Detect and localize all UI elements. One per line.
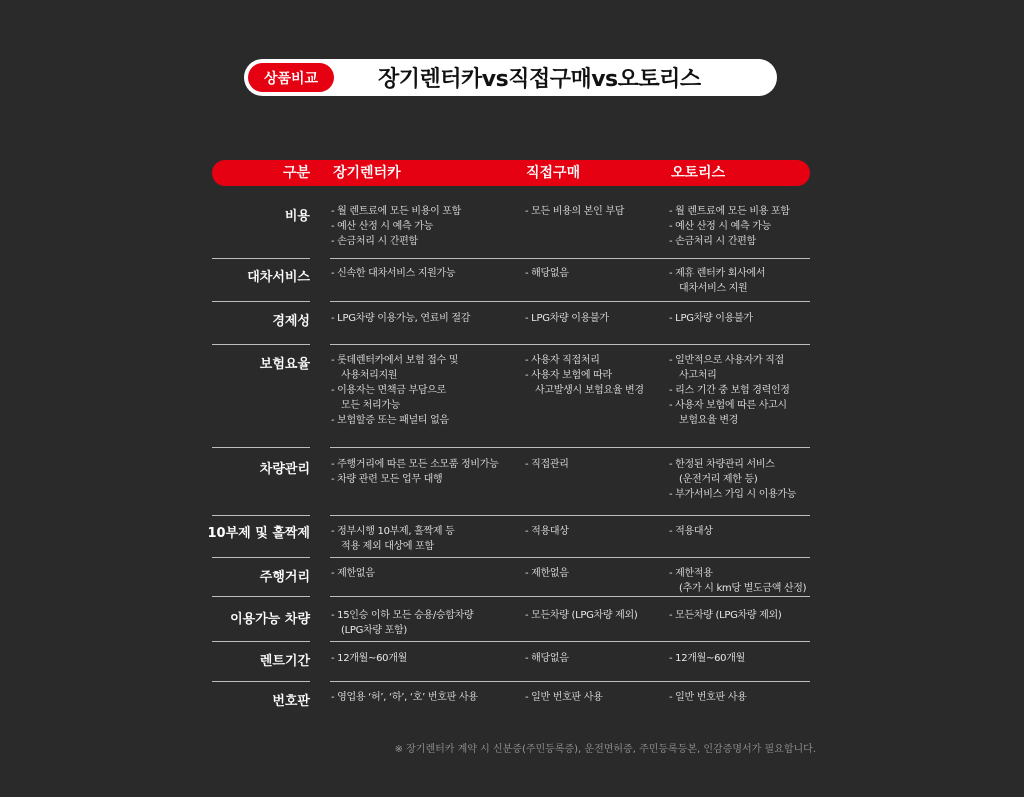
cell-line: - 모든차량 (LPG차량 제외) <box>669 610 782 621</box>
cell-line: - 12개월~60개월 <box>669 653 745 664</box>
row-label: 경제성 <box>272 314 310 329</box>
cell-line: 대차서비스 지원 <box>679 283 748 294</box>
cell-line: - 해당없음 <box>525 653 569 664</box>
cell-line: - 적용대상 <box>525 526 569 537</box>
cell-line: - 사용자 보험에 따라 <box>525 370 612 381</box>
row-label: 렌트기간 <box>259 654 310 669</box>
cell-purchase <box>525 311 609 326</box>
cell-line: - 제휴 렌터카 회사에서 <box>669 268 766 279</box>
cell-line: - 예산 산정 시 예측 가능 <box>669 221 771 232</box>
row-divider <box>330 641 810 642</box>
cell-purchase <box>525 566 569 581</box>
cell-line: - 모든차량 (LPG차량 제외) <box>525 610 638 621</box>
row-divider <box>212 681 310 682</box>
cell-rental <box>331 608 473 638</box>
header-col-rental: 장기렌터카 <box>333 165 401 181</box>
row-divider <box>330 447 810 448</box>
cell-purchase <box>525 651 569 666</box>
cell-line: - 일반 번호판 사용 <box>669 692 747 703</box>
row-divider <box>212 301 310 302</box>
cell-line: 모든 처리가능 <box>341 400 401 411</box>
cell-lease <box>669 524 713 539</box>
cell-line: - 제한없음 <box>525 568 569 579</box>
cell-lease <box>669 457 796 502</box>
header-col-purchase: 직접구매 <box>526 165 581 181</box>
cell-rental <box>331 651 407 666</box>
title-pill <box>244 59 777 96</box>
cell-lease <box>669 608 781 623</box>
header-col-lease: 오토리스 <box>671 165 726 181</box>
row-label: 보험요율 <box>259 357 310 372</box>
cell-lease <box>669 266 765 296</box>
cell-rental <box>331 690 478 705</box>
cell-line: - 롯데렌터카에서 보험 접수 및 <box>331 355 459 366</box>
cell-purchase <box>525 524 569 539</box>
cell-purchase <box>525 690 602 705</box>
cell-line: - 적용대상 <box>669 526 713 537</box>
cell-line: - LPG차량 이용가능, 연료비 절감 <box>331 313 471 324</box>
cell-line: - LPG차량 이용불가 <box>669 313 753 324</box>
row-label: 주행거리 <box>259 570 310 585</box>
footnote: ※ 장기렌터카 계약 시 신분증(주민등록증), 운전면허증, 주민등록등본, 인감증명서가 필요합니다. <box>394 744 816 755</box>
cell-line: - 월 렌트료에 모든 비용 포함 <box>669 206 790 217</box>
cell-purchase <box>525 204 624 219</box>
cell-purchase <box>525 457 569 472</box>
cell-rental <box>331 566 375 581</box>
table-header <box>212 160 810 186</box>
row-divider <box>212 557 310 558</box>
cell-line: - 제한적용 <box>669 568 713 579</box>
cell-line: - 일반 번호판 사용 <box>525 692 603 703</box>
row-divider <box>330 681 810 682</box>
row-divider <box>212 258 310 259</box>
row-divider <box>330 596 810 597</box>
row-label: 차량관리 <box>259 462 310 477</box>
cell-line: - 사용자 보험에 따른 사고시 <box>669 400 787 411</box>
cell-line: (LPG차량 포함) <box>341 625 407 636</box>
cell-lease <box>669 651 745 666</box>
row-divider <box>212 344 310 345</box>
cell-line: - 주행거리에 따른 모든 소모품 정비가능 <box>331 459 499 470</box>
cell-line: 사용처리지원 <box>341 370 398 381</box>
cell-rental <box>331 353 458 428</box>
row-label: 대차서비스 <box>247 270 310 285</box>
cell-line: - 모든 비용의 본인 부담 <box>525 206 625 217</box>
cell-line: - 영업용 ‘허’, ‘하’, ‘호’ 번호판 사용 <box>331 692 478 703</box>
cell-rental <box>331 311 470 326</box>
cell-line: - 한정된 차량관리 서비스 <box>669 459 775 470</box>
row-divider <box>212 515 310 516</box>
cell-lease <box>669 566 806 596</box>
cell-rental <box>331 266 455 281</box>
cell-line: - 정부시행 10부제, 홀짝제 등 <box>331 526 455 537</box>
cell-line: - 해당없음 <box>525 268 569 279</box>
cell-line: 사고발생시 보험요율 변경 <box>535 385 644 396</box>
page-title: 장기렌터카vs직접구매vs오토리스 <box>378 67 701 92</box>
row-divider <box>330 557 810 558</box>
row-label: 비용 <box>284 209 310 224</box>
cell-purchase <box>525 266 569 281</box>
cell-line: - 보험할증 또는 패널티 없음 <box>331 415 449 426</box>
row-divider <box>212 447 310 448</box>
cell-line: - 리스 기간 중 보험 경력인정 <box>669 385 790 396</box>
row-divider <box>330 344 810 345</box>
cell-line: - 월 렌트료에 모든 비용이 포함 <box>331 206 462 217</box>
cell-line: (추가 시 km당 별도금액 산정) <box>679 583 807 594</box>
cell-line: 사고처리 <box>679 370 717 381</box>
cell-rental <box>331 457 498 487</box>
row-divider <box>330 258 810 259</box>
cell-purchase <box>525 353 644 398</box>
row-label: 10부제 및 홀짝제 <box>207 526 310 541</box>
cell-line: - LPG차량 이용불가 <box>525 313 609 324</box>
cell-line: - 예산 산정 시 예측 가능 <box>331 221 433 232</box>
row-divider <box>330 301 810 302</box>
cell-line: - 사용자 직접처리 <box>525 355 600 366</box>
cell-rental <box>331 524 454 554</box>
cell-rental <box>331 204 461 249</box>
row-label: 이용가능 차량 <box>230 612 310 627</box>
cell-line: - 차량 관련 모든 업무 대행 <box>331 474 443 485</box>
row-divider <box>212 596 310 597</box>
row-divider <box>330 515 810 516</box>
cell-line: - 일반적으로 사용자가 직접 <box>669 355 784 366</box>
cell-lease <box>669 311 753 326</box>
row-label: 번호판 <box>272 694 310 709</box>
cell-line: 적용 제외 대상에 포함 <box>341 541 434 552</box>
cell-purchase <box>525 608 637 623</box>
cell-line: - 손금처리 시 간편함 <box>331 236 418 247</box>
cell-line: (운전거리 제한 등) <box>679 474 758 485</box>
header-label: 구분 <box>282 165 310 181</box>
title-badge: 상품비교 <box>248 63 334 92</box>
cell-line: - 신속한 대차서비스 지원가능 <box>331 268 456 279</box>
cell-lease <box>669 690 746 705</box>
cell-line: - 부가서비스 가입 시 이용가능 <box>669 489 797 500</box>
cell-line: 보험요율 변경 <box>679 415 739 426</box>
cell-line: - 이용자는 면책금 부담으로 <box>331 385 446 396</box>
cell-lease <box>669 204 790 249</box>
cell-lease <box>669 353 790 428</box>
cell-line: - 제한없음 <box>331 568 375 579</box>
cell-line: - 15인승 이하 모든 승용/승합차량 <box>331 610 474 621</box>
cell-line: - 12개월~60개월 <box>331 653 407 664</box>
row-divider <box>212 641 310 642</box>
cell-line: - 손금처리 시 간편함 <box>669 236 756 247</box>
cell-line: - 직접관리 <box>525 459 569 470</box>
